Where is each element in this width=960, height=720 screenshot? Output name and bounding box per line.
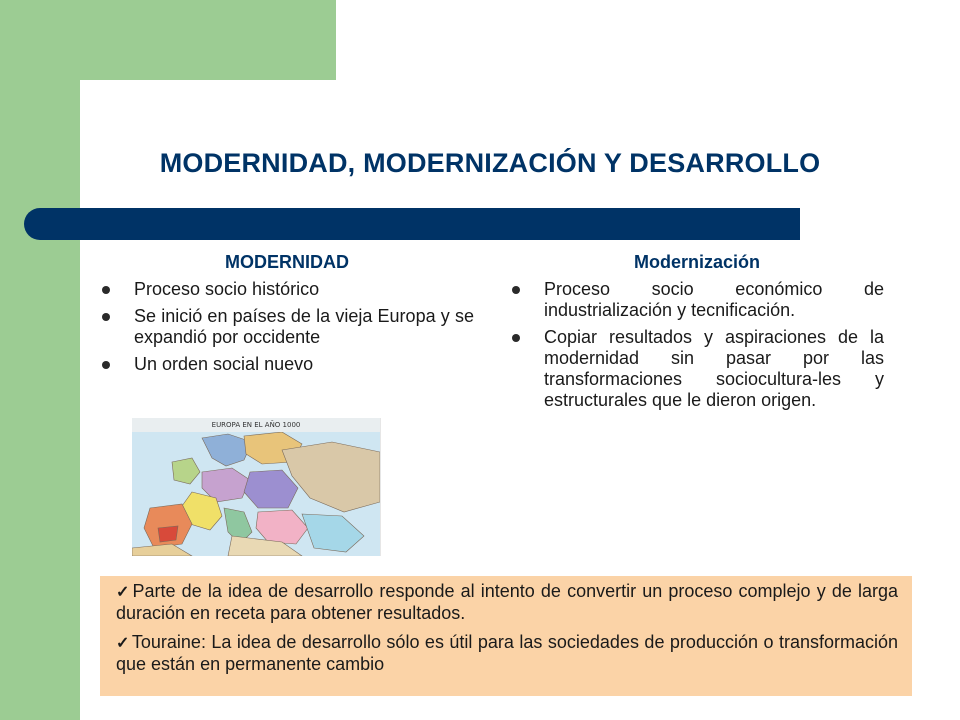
bullet-item: Proceso socio histórico [100, 279, 474, 300]
note-text: Touraine: La idea de desarrollo sólo es útil para las sociedades de producción o transformación que están en permanente cambio [116, 632, 898, 674]
note-item [116, 581, 898, 624]
modernidad-bullet-list [100, 279, 474, 375]
bullet-item: Se inició en países de la vieja Europa y se expandió por occidente [100, 306, 474, 348]
bullet-item: Proceso socio económico de industrialización y tecnificación. [510, 279, 884, 321]
green-side-bar [0, 0, 80, 720]
title-underline-bar [24, 208, 800, 240]
green-top-block [0, 0, 336, 80]
conclusion-notes-box [100, 576, 912, 696]
checkmark-icon: ✓ [116, 635, 130, 652]
map-caption: EUROPA EN EL AÑO 1000 [132, 418, 380, 432]
bullet-item: Un orden social nuevo [100, 354, 474, 375]
bullet-item: Copiar resultados y aspiraciones de la modernidad sin pasar por las transformaciones sociocultura-les y estructurales que le dieron origen. [510, 327, 884, 411]
modernidad-heading: MODERNIDAD [225, 252, 349, 272]
modernizacion-bullet-list [510, 279, 884, 411]
slide-title: MODERNIDAD, MODERNIZACIÓN Y DESARROLLO [159, 148, 821, 178]
europe-map-image [132, 418, 381, 556]
europe-map-illustration [132, 432, 380, 556]
note-text: Parte de la idea de desarrollo responde al intento de convertir un proceso complejo y de larga duración en receta para obtener resultados. [116, 581, 898, 623]
modernidad-column [100, 252, 474, 381]
note-item [116, 632, 898, 675]
checkmark-icon: ✓ [116, 584, 131, 601]
modernizacion-heading: Modernización [633, 252, 760, 272]
modernizacion-column [510, 252, 884, 417]
